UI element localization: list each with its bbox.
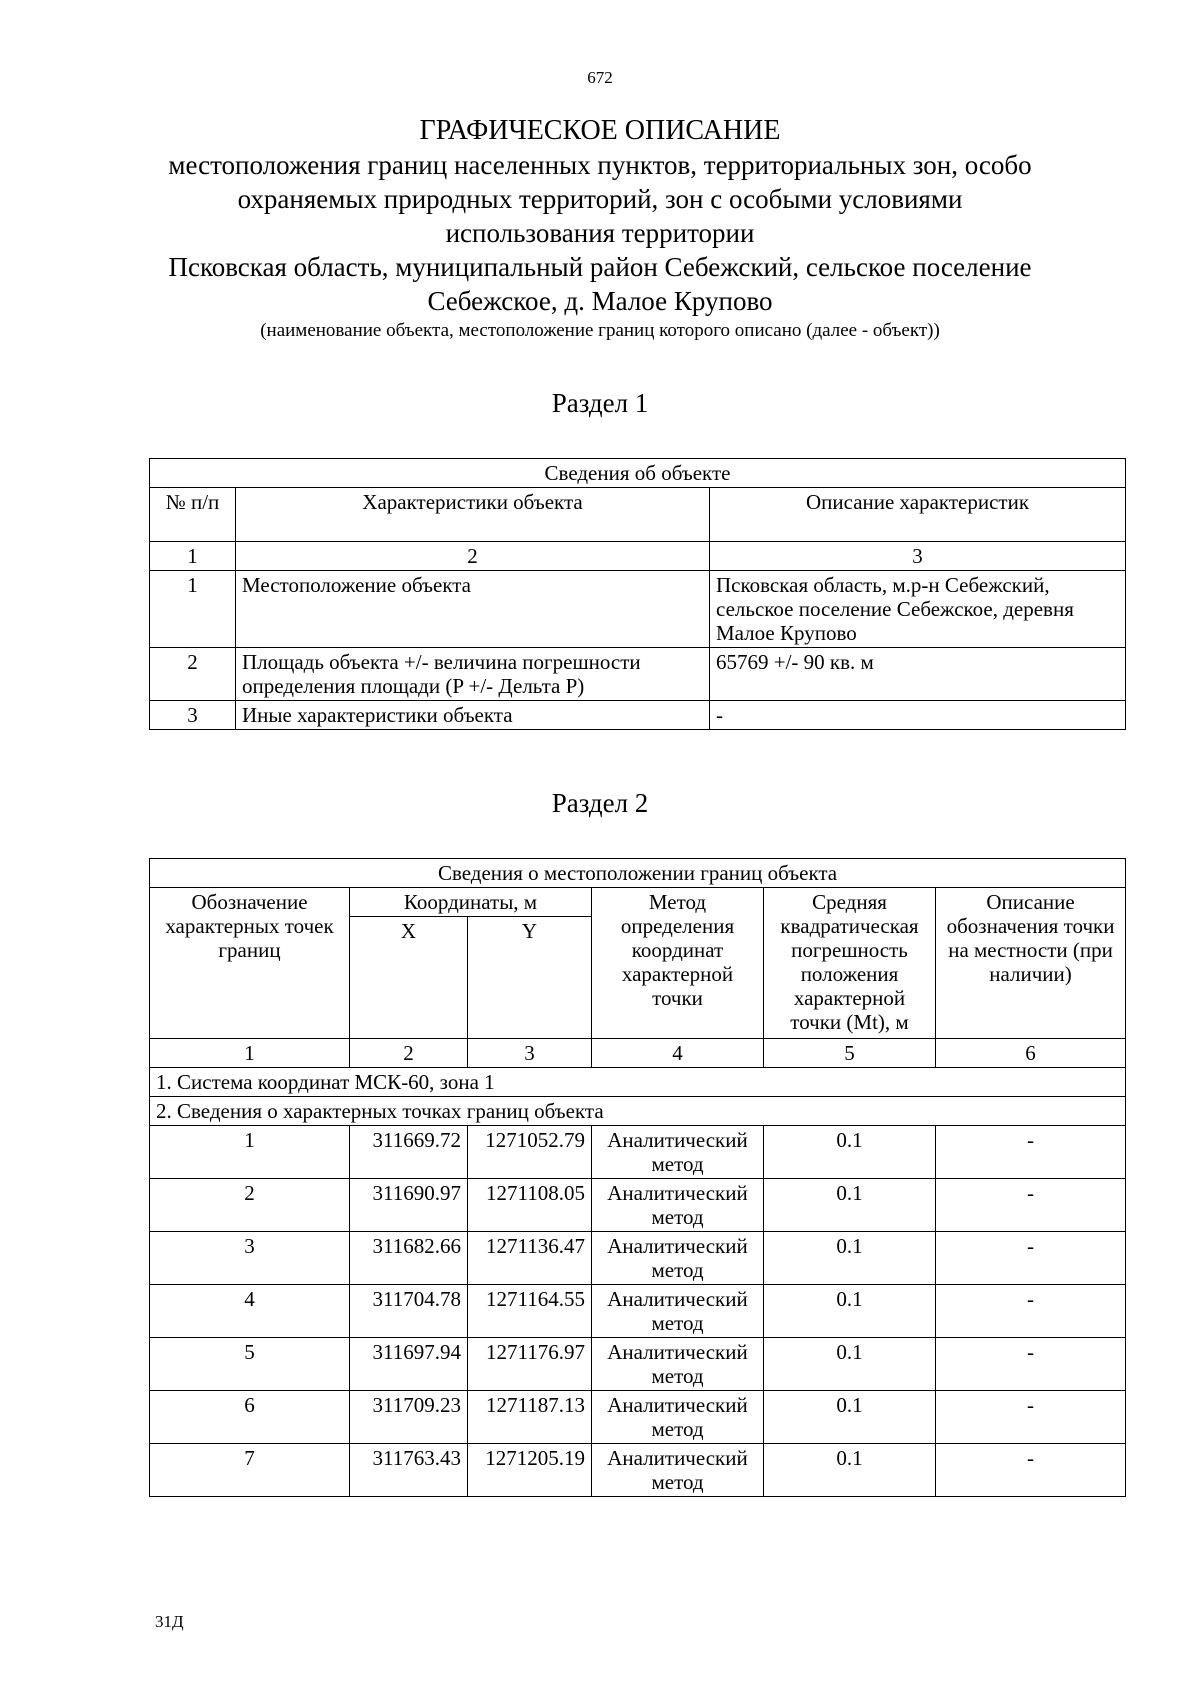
subtitle-line: Себежское, д. Малое Крупово (427, 286, 773, 316)
boundary-points-table (149, 858, 1126, 1497)
point-error: 0.1 (764, 1391, 936, 1444)
point-error: 0.1 (764, 1285, 936, 1338)
point-desc: - (936, 1285, 1126, 1338)
point-y: 1271164.55 (468, 1285, 592, 1338)
row-num: 2 (150, 648, 236, 701)
index-cell: 1 (150, 1039, 350, 1068)
point-y: 1271136.47 (468, 1232, 592, 1285)
row-num: 1 (150, 571, 236, 648)
object-info-table (149, 458, 1126, 730)
point-y: 1271176.97 (468, 1338, 592, 1391)
header-desc: Описание обозначения точки на местности (при наличии) (936, 888, 1126, 1039)
point-id: 6 (150, 1391, 350, 1444)
index-cell: 1 (150, 542, 236, 571)
point-method: Аналитический метод (592, 1232, 764, 1285)
row-name: Площадь объекта +/- величина погрешности определения площади (P +/- Дельта P) (236, 648, 710, 701)
header-y: Y (468, 917, 592, 1039)
points-caption: 2. Сведения о характерных точках границ объекта (150, 1097, 1126, 1126)
row-value: Псковская область, м.р-н Себежский, сельское поселение Себежское, деревня Малое Крупово (710, 571, 1126, 648)
subtitle-line: использования территории (445, 218, 755, 248)
point-x: 311682.66 (350, 1232, 468, 1285)
coordinate-system: 1. Система координат МСК-60, зона 1 (150, 1068, 1126, 1097)
row-value: 65769 +/- 90 кв. м (710, 648, 1126, 701)
point-y: 1271205.19 (468, 1444, 592, 1497)
index-cell: 5 (764, 1039, 936, 1068)
table-row (150, 1391, 1126, 1444)
point-id: 5 (150, 1338, 350, 1391)
header-method: Метод определения координат характерной точки (592, 888, 764, 1039)
header-characteristics: Характеристики объекта (236, 488, 710, 542)
row-num: 3 (150, 701, 236, 730)
point-desc: - (936, 1232, 1126, 1285)
point-x: 311669.72 (350, 1126, 468, 1179)
point-x: 311763.43 (350, 1444, 468, 1497)
point-desc: - (936, 1126, 1126, 1179)
point-method: Аналитический метод (592, 1338, 764, 1391)
point-desc: - (936, 1338, 1126, 1391)
point-id: 4 (150, 1285, 350, 1338)
header-num: № п/п (150, 488, 236, 542)
table-row (150, 1338, 1126, 1391)
point-error: 0.1 (764, 1338, 936, 1391)
point-error: 0.1 (764, 1444, 936, 1497)
point-method: Аналитический метод (592, 1126, 764, 1179)
point-method: Аналитический метод (592, 1179, 764, 1232)
table-caption: Сведения о местоположении границ объекта (150, 859, 1126, 888)
point-x: 311704.78 (350, 1285, 468, 1338)
point-error: 0.1 (764, 1126, 936, 1179)
point-method: Аналитический метод (592, 1391, 764, 1444)
table-row (150, 571, 1126, 648)
index-cell: 4 (592, 1039, 764, 1068)
page-number: 672 (587, 68, 613, 87)
point-error: 0.1 (764, 1179, 936, 1232)
subtitle-line: местоположения границ населенных пунктов, территориальных зон, особо (168, 150, 1032, 180)
point-x: 311697.94 (350, 1338, 468, 1391)
header-point: Обозначение характерных точек границ (150, 888, 350, 1039)
point-id: 2 (150, 1179, 350, 1232)
table-row (150, 1179, 1126, 1232)
index-cell: 6 (936, 1039, 1126, 1068)
point-method: Аналитический метод (592, 1285, 764, 1338)
point-desc: - (936, 1444, 1126, 1497)
header-error: Средняя квадратическая погрешность положения характерной точки (Mt), м (764, 888, 936, 1039)
index-cell: 3 (710, 542, 1126, 571)
subtitle-line: Псковская область, муниципальный район Себежский, сельское поселение (168, 252, 1032, 282)
point-desc: - (936, 1391, 1126, 1444)
row-value: - (710, 701, 1126, 730)
index-cell: 2 (236, 542, 710, 571)
table-row (150, 701, 1126, 730)
point-method: Аналитический метод (592, 1444, 764, 1497)
point-y: 1271187.13 (468, 1391, 592, 1444)
table-row (150, 1444, 1126, 1497)
section-1-heading: Раздел 1 (551, 388, 649, 418)
subtitle-line: охраняемых природных территорий, зон с особыми условиями (237, 184, 963, 214)
table-row (150, 648, 1126, 701)
table-row (150, 1126, 1126, 1179)
point-id: 7 (150, 1444, 350, 1497)
header-description: Описание характеристик (710, 488, 1126, 542)
point-x: 311690.97 (350, 1179, 468, 1232)
row-name: Иные характеристики объекта (236, 701, 710, 730)
point-desc: - (936, 1179, 1126, 1232)
table-caption: Сведения об объекте (150, 459, 1126, 488)
point-y: 1271108.05 (468, 1179, 592, 1232)
point-error: 0.1 (764, 1232, 936, 1285)
document-header (120, 114, 1080, 344)
point-id: 1 (150, 1126, 350, 1179)
point-y: 1271052.79 (468, 1126, 592, 1179)
section-2-heading: Раздел 2 (551, 788, 649, 818)
row-name: Местоположение объекта (236, 571, 710, 648)
index-cell: 2 (350, 1039, 468, 1068)
document-title: ГРАФИЧЕСКОЕ ОПИСАНИЕ (419, 115, 781, 146)
header-coords: Координаты, м (350, 888, 592, 917)
point-id: 3 (150, 1232, 350, 1285)
point-x: 311709.23 (350, 1391, 468, 1444)
object-note: (наименование объекта, местоположение границ которого описано (далее - объект)) (260, 320, 940, 341)
table-row (150, 1285, 1126, 1338)
table-row (150, 1232, 1126, 1285)
footer-code: 31Д (155, 1612, 184, 1631)
header-x: X (350, 917, 468, 1039)
index-cell: 3 (468, 1039, 592, 1068)
